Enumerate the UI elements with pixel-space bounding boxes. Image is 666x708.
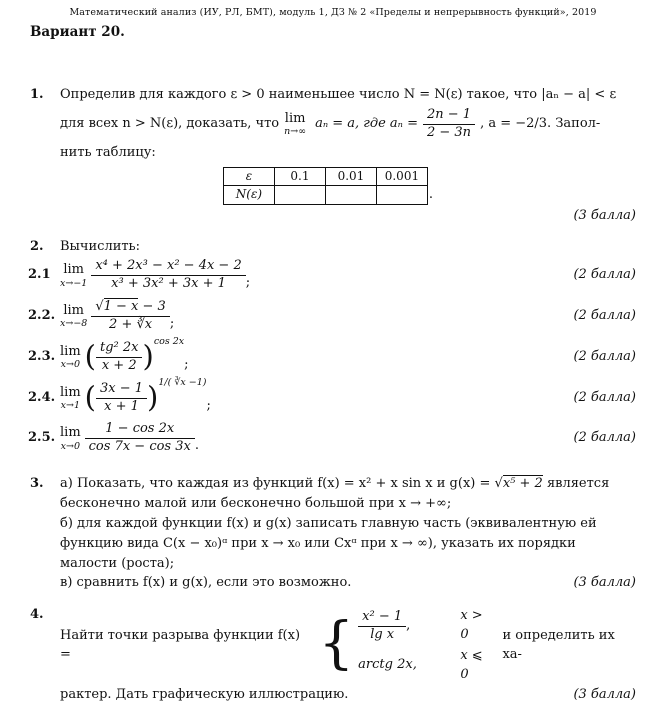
table-cell-empty [325,186,376,204]
p4-text-post: и определить их ха- [502,628,615,662]
problem-4 [30,606,636,704]
table-cell-eps: ε [223,167,274,185]
problem-2-1 [28,258,636,293]
problem-3-number: 3. [30,476,44,492]
lim-subscript: x→0 [60,440,81,452]
punctuation: ; [245,275,251,291]
score: (2 балла) [573,430,636,446]
item-label: 2.2. [28,308,56,324]
fraction-denominator: x + 1 [104,398,139,414]
table-cell-value: 0.001 [376,167,427,185]
problem-4-body [60,606,636,704]
problem-2 [30,238,636,462]
fraction-numerator [91,299,170,317]
case-row-2 [358,647,494,685]
p3-text-c: в) сравнить f(x) и g(x), если это возможно. [60,575,352,591]
lim-operator [60,263,87,288]
fraction-denominator: x + 2 [101,357,137,373]
score: (3 балла) [573,207,636,223]
item-label: 2.5. [28,430,56,446]
fraction [85,421,195,456]
lim-word: lim [60,343,81,359]
exponent: 1/( ∛x −1) [158,377,207,389]
p1-text-pre: для всех n > N(ε), доказать, что [60,116,280,132]
fraction-numerator: 1 − cos 2x [85,421,195,439]
p3-text-a-post: является [542,476,610,492]
fraction-numerator: x² − 1 [358,609,406,627]
fraction-numerator: tg² 2x [96,340,143,358]
table-cell-neps: N(ε) [223,186,274,204]
score: (2 балла) [573,308,636,324]
p3-line-b1: б) для каждой функции f(x) и g(x) записать главную часть (эквивалентную ей [60,515,597,531]
lim-operator [60,386,81,411]
problem-2-4: 2.4. lim x→1 ( $\frac{3x - 1}{x + 1}$ ) 1/( ∛x −1) ; (2 балла) [28,377,636,414]
p1-line-3: нить таблицу: [60,144,156,160]
punctuation: . [194,438,199,454]
p4-line-2 [60,686,636,705]
fraction-denominator: 2 − 3n [426,125,472,141]
lim-subscript: x→−1 [60,277,88,289]
problem-2-5 [28,421,636,456]
score: (3 балла) [573,686,636,702]
p3-line-b2: функцию вида C(x − x₀)ᵅ при x → x₀ или Cxᵅ при x → ∞), указать их порядки [60,535,576,551]
table-cell-empty [274,186,325,204]
fraction [91,299,170,334]
punctuation: ; [169,315,175,331]
case-2-condition: x ⩽ 0 [460,647,483,682]
lim-operator [60,345,81,370]
lim-operator [60,426,81,451]
lim-word: lim [63,303,84,319]
problem-3 [30,475,636,593]
exponent: cos 2x [153,336,185,348]
fraction-denominator: x³ + 3x² + 3x + 1 [111,276,226,292]
fraction-denominator: cos 7x − cos 3x [88,439,191,455]
punctuation: ; [206,397,211,413]
problem-2-number: 2. [30,239,44,255]
p2-title: Вычислить: [60,239,141,255]
fraction-numerator: 3x − 1 [96,381,147,399]
lim-subscript: x→−8 [60,318,88,330]
cases-block [358,606,494,685]
fraction [96,381,147,416]
p3-text-a-pre: а) Показать, что каждая из функций f(x) = x² + x sin x и g(x) = [60,476,495,492]
problem-2-3: 2.3. lim x→0 ( $\frac{\text{tg² 2x}}{x + 2}$ ) cos 2x ; (2 балла) [28,336,636,374]
fraction-numerator: x⁴ + 2x³ − x² − 4x − 2 [91,258,245,276]
p3-line-a1 [60,475,636,494]
p3-line-c [60,574,636,593]
lim-operator [284,112,306,137]
item-label: 2.4. [28,389,56,405]
fraction [358,609,406,644]
lim-operator [60,304,87,329]
table-period: . [428,186,434,202]
radicand: x⁵ + 2 [502,476,543,492]
punctuation: ; [184,356,189,372]
p1-text-post: , a = −2/3. Запол- [480,116,601,132]
score: (2 балла) [573,348,636,364]
fraction [91,258,245,293]
table-row [223,186,427,204]
epsilon-table [223,167,428,205]
item-label: 2.1 [28,267,51,283]
case-2-expression: arctg 2x, [358,657,417,673]
table-cell-value: 0.1 [274,167,325,185]
p1-line-2 [60,107,636,142]
problem-1-number: 1. [30,87,44,103]
p3-line-b3: малости (роста); [60,555,175,571]
problem-1 [30,86,636,225]
problem-3-body [60,475,636,593]
fraction [423,107,475,142]
case-row-1 [358,607,494,645]
table-row [223,167,427,185]
p1-table-row [60,167,596,205]
lim-word: lim [60,384,81,400]
p1-line-1: Определив для каждого ε > 0 наименьшее число N = N(ε) такое, что |aₙ − a| < ε [60,87,617,103]
lim-subscript: x→1 [60,399,81,411]
fraction [96,340,143,375]
p4-text-pre: Найти точки разрыва функции f(x) = [60,628,301,662]
p4-text-line2: рактер. Дать графическую иллюстрацию. [60,686,349,702]
score: (3 балла) [573,575,636,591]
fraction-numerator: 2n − 1 [423,107,475,125]
score: (2 балла) [573,389,636,405]
lim-word: lim [284,111,306,127]
numerator-tail: − 3 [138,299,166,315]
punctuation: , [406,617,411,633]
case-1-condition: x > 0 [460,608,483,643]
item-label: 2.3. [28,348,56,364]
fraction-denominator: 2 + ∛x [109,316,153,332]
radicand: 1 − x [103,299,139,315]
p3-line-a2: бесконечно малой или бесконечно большой при x → +∞; [60,496,452,512]
radical-sign: √ [95,299,104,315]
fraction-denominator: lg x [370,626,395,642]
table-cell-empty [376,186,427,204]
problem-2-body [28,238,636,462]
score: (2 балла) [573,267,636,283]
problem-2-2 [28,299,636,334]
case-1-expression [358,609,460,644]
lim-word: lim [63,262,84,278]
table-cell-value: 0.01 [325,167,376,185]
p4-line-1 [60,606,636,685]
radical-sign: √ [494,476,503,492]
lim-subscript: x→0 [60,359,81,371]
variant-title: Вариант 20. [30,23,125,40]
lim-subscript: n→∞ [284,126,307,138]
problem-1-body [60,86,636,225]
cases-brace: { [318,610,355,676]
problem-4-number: 4. [30,607,44,623]
p1-sequence-equality: aₙ = a, где aₙ = [315,116,418,132]
document-header: Математический анализ (ИУ, РЛ, БМТ), модуль 1, ДЗ № 2 «Пределы и непрерывность функций», 2019 [69,7,597,18]
lim-word: lim [60,425,81,441]
